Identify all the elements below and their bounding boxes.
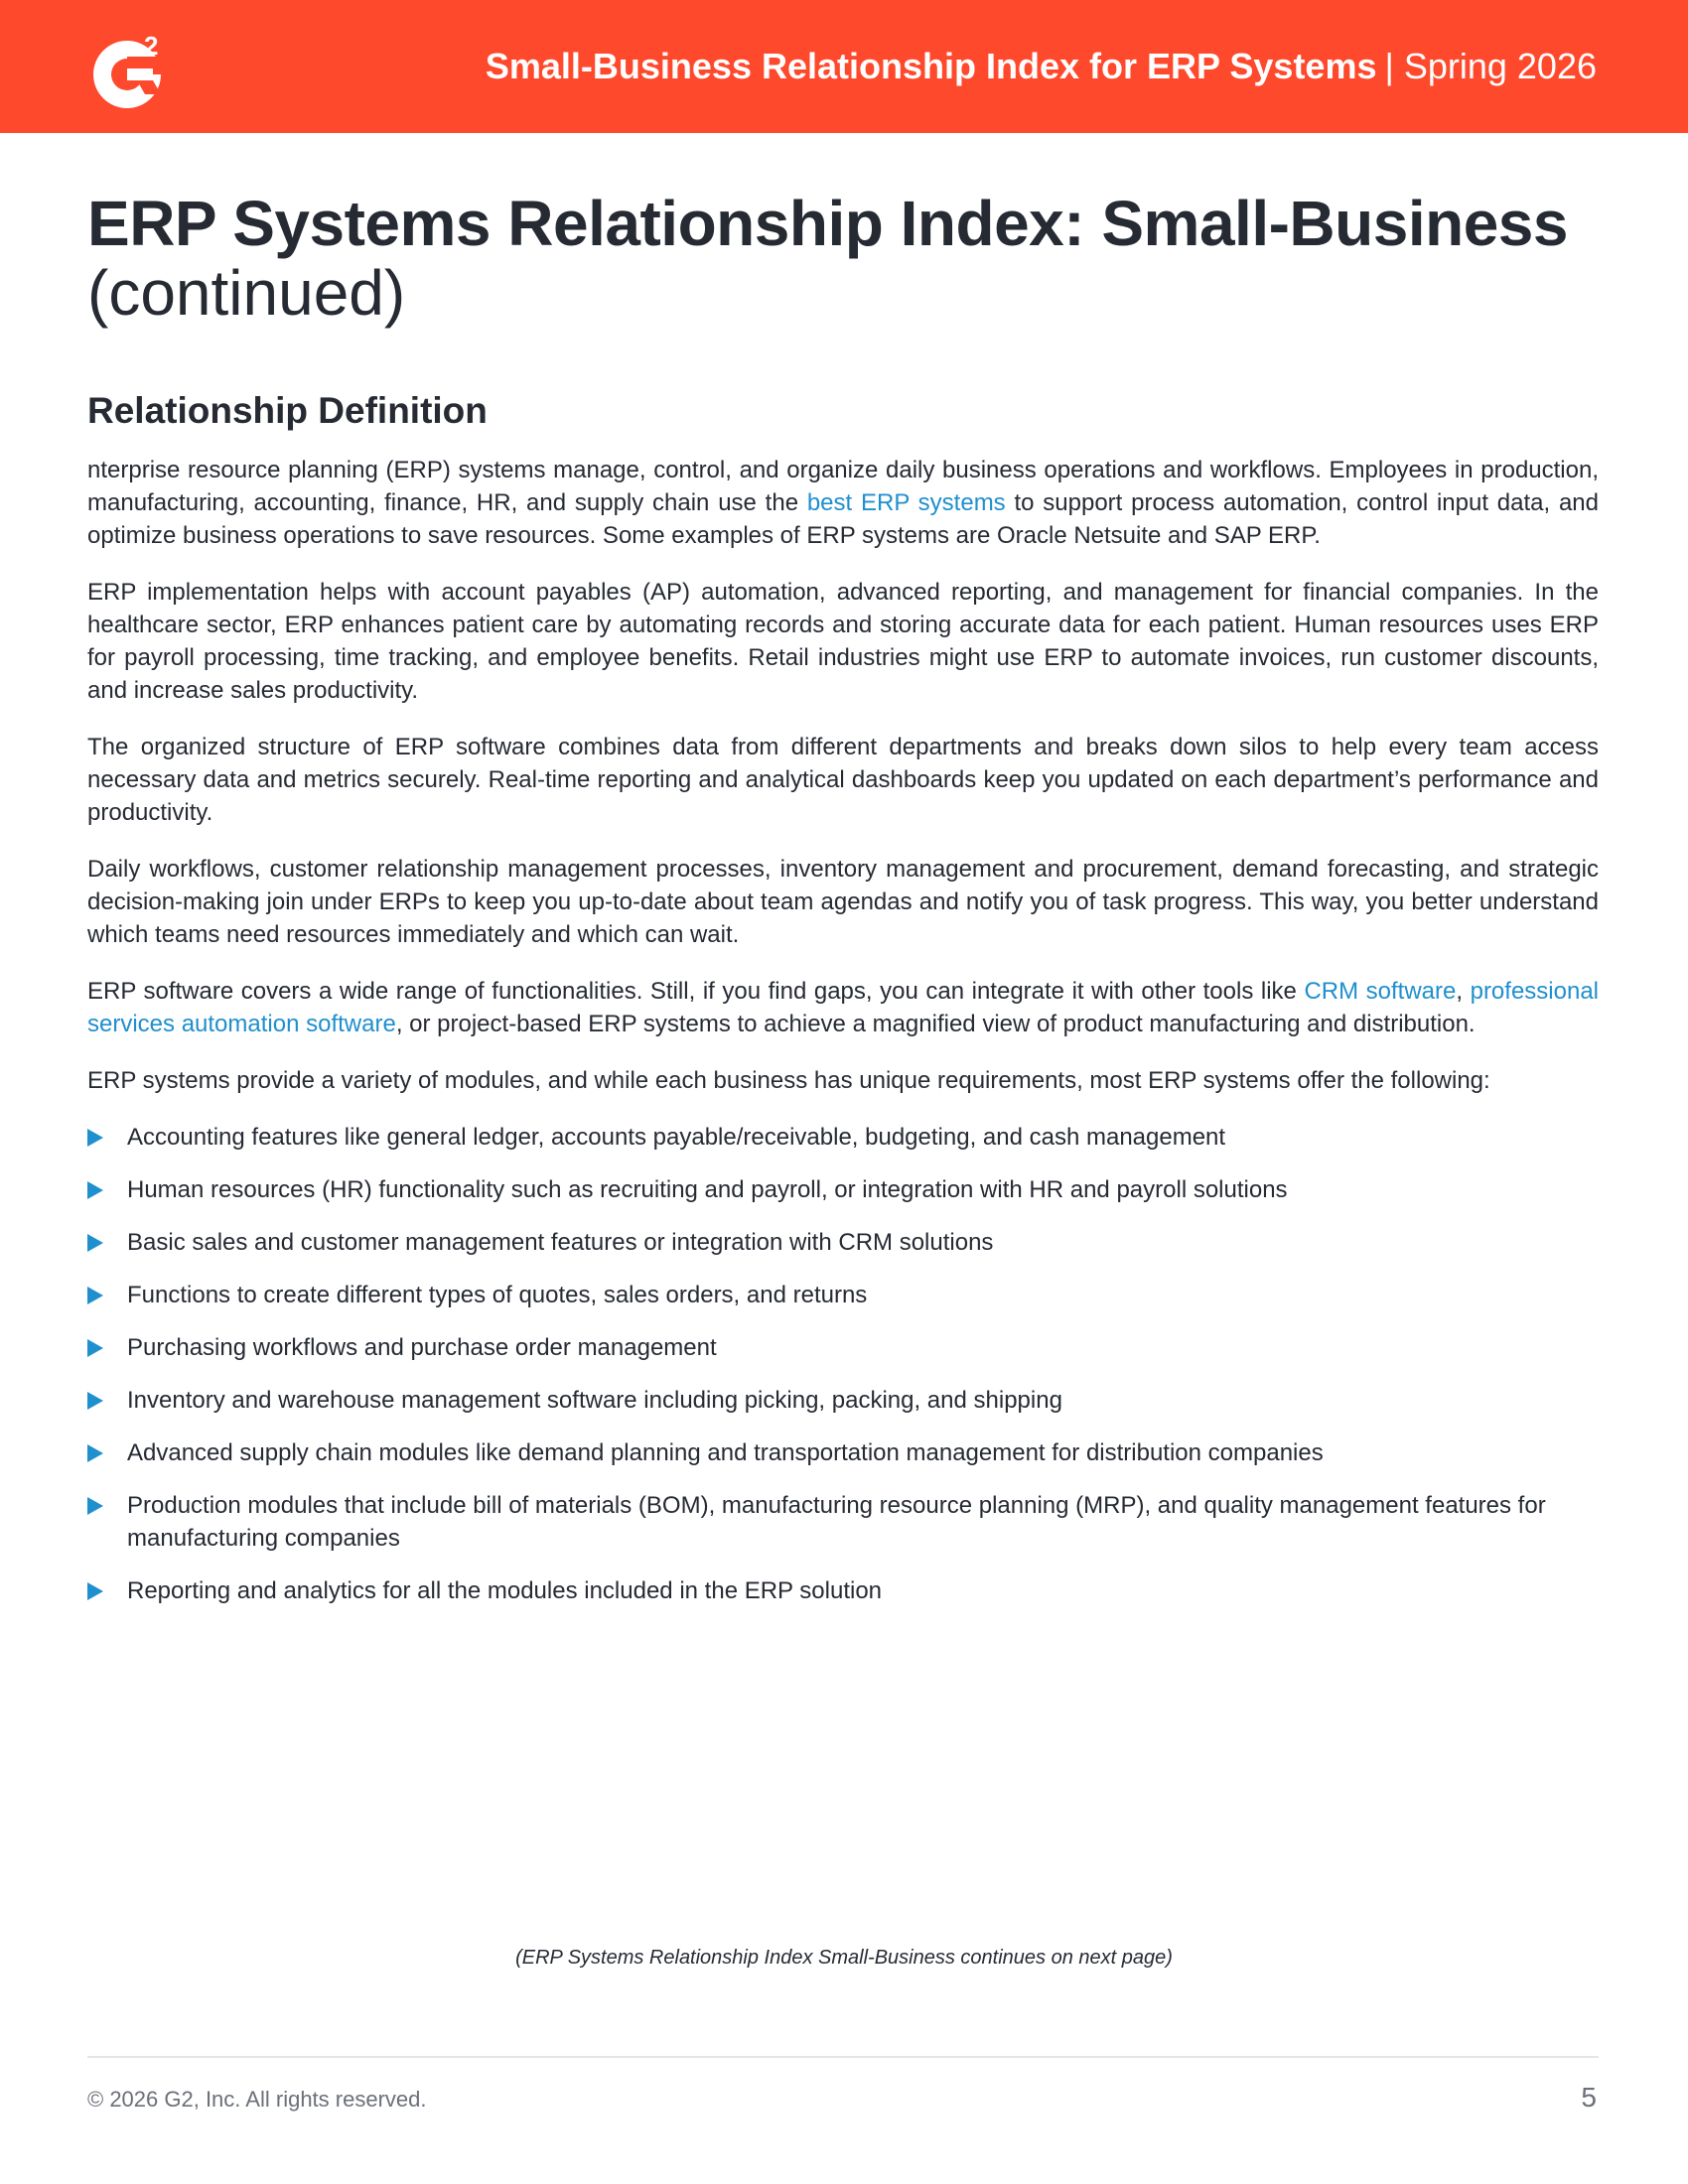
paragraph-1-text-a: nterprise resource planning (ERP) systems manage, control, and organize daily business operations and workflows. Employees in production, manufacturing, accounting, finance, HR, and supply chain use the	[87, 457, 1599, 516]
list-item-text: Human resources (HR) functionality such as recruiting and payroll, or integration with HR and payroll solutions	[127, 1176, 1288, 1203]
triangle-right-icon	[87, 1392, 103, 1410]
psa-software-link[interactable]: professional services automation software	[87, 978, 1600, 1037]
continues-note: (ERP Systems Relationship Index Small-Business continues on next page)	[515, 1947, 1173, 1969]
svg-text:2: 2	[144, 31, 159, 61]
triangle-right-icon	[87, 1287, 103, 1304]
best-erp-systems-link[interactable]: best ERP systems	[806, 489, 1006, 516]
list-item	[87, 1331, 1599, 1364]
paragraph-2: ERP implementation helps with account payables (AP) automation, advanced reporting, and management for financial companies. In the healthcare sector, ERP enhances patient care by automating records and storing accurate data for each patient. Human resources uses ERP for payroll processing, time tracking, and employee benefits. Retail industries might use ERP to automate invoices, run customer discounts, and increase sales productivity.	[87, 579, 1599, 704]
copyright-text: © 2026 G2, Inc. All rights reserved.	[87, 2087, 427, 2112]
paragraph-5-text-b: ,	[1456, 978, 1471, 1005]
list-item	[87, 1279, 1599, 1311]
title-separator: |	[1384, 46, 1394, 86]
paragraph-5-text-a: ERP software covers a wide range of functionalities. Still, if you find gaps, you can integrate it with other tools like	[87, 978, 1305, 1005]
page-title	[87, 189, 1607, 328]
paragraph-5	[87, 975, 1599, 1040]
crm-software-link[interactable]: CRM software	[1304, 978, 1457, 1005]
list-item	[87, 1121, 1599, 1154]
triangle-right-icon	[87, 1181, 103, 1199]
page-title-main: ERP Systems Relationship Index: Small-Business	[87, 188, 1568, 259]
paragraph-3: The organized structure of ERP software combines data from different departments and breaks down silos to help every team access necessary data and metrics securely. Real-time reporting and analytical dashboards keep you updated on each department’s performance and productivity.	[87, 734, 1599, 826]
paragraph-1-text-b: to support process automation, control input data, and optimize business operations to save resources. Some examples of ERP systems are Oracle Netsuite and SAP ERP.	[87, 489, 1599, 549]
list-item-text: Basic sales and customer management features or integration with CRM solutions	[127, 1229, 994, 1256]
paragraph-1	[87, 454, 1599, 552]
list-item-text: Inventory and warehouse management software including picking, packing, and shipping	[127, 1387, 1062, 1414]
page-number: 5	[1581, 2082, 1597, 2113]
triangle-right-icon	[87, 1497, 103, 1515]
module-list	[87, 1121, 1599, 1607]
triangle-right-icon	[87, 1339, 103, 1357]
report-season: Spring 2026	[1403, 46, 1597, 86]
report-header	[0, 0, 1688, 133]
paragraph-6: ERP systems provide a variety of modules, and while each business has unique requirements, most ERP systems offer the following:	[87, 1067, 1490, 1094]
list-item	[87, 1173, 1599, 1206]
list-item-text: Production modules that include bill of materials (BOM), manufacturing resource planning (MRP), and quality management features for manufacturing companies	[127, 1492, 1546, 1552]
list-item-text: Functions to create different types of quotes, sales orders, and returns	[127, 1282, 868, 1308]
triangle-right-icon	[87, 1582, 103, 1600]
footer-divider	[87, 2056, 1599, 2058]
body-content	[87, 454, 1599, 1627]
list-item	[87, 1226, 1599, 1259]
section-heading: Relationship Definition	[87, 390, 488, 431]
list-item-text: Purchasing workflows and purchase order management	[127, 1334, 717, 1361]
report-title	[486, 43, 1597, 90]
triangle-right-icon	[87, 1444, 103, 1462]
list-item-text: Advanced supply chain modules like demand planning and transportation management for distribution companies	[127, 1439, 1324, 1466]
list-item-text: Accounting features like general ledger, accounts payable/receivable, budgeting, and cash management	[127, 1124, 1226, 1151]
list-item	[87, 1489, 1599, 1555]
list-item	[87, 1574, 1599, 1607]
page-title-suffix: (continued)	[87, 257, 406, 329]
list-item	[87, 1384, 1599, 1417]
g2-logo-icon	[87, 27, 173, 112]
list-item-text: Reporting and analytics for all the modules included in the ERP solution	[127, 1577, 883, 1604]
paragraph-4: Daily workflows, customer relationship management processes, inventory management and procurement, demand forecasting, and strategic decision-making join under ERPs to keep you up-to-date about team agendas and notify you of task progress. This way, you better understand which teams need resources immediately and which can wait.	[87, 856, 1599, 948]
report-title-text: Small-Business Relationship Index for ERP Systems	[485, 46, 1377, 86]
paragraph-5-text-c: , or project-based ERP systems to achieve a magnified view of product manufacturing and distribution.	[395, 1011, 1476, 1037]
list-item	[87, 1436, 1599, 1469]
triangle-right-icon	[87, 1234, 103, 1252]
triangle-right-icon	[87, 1129, 103, 1147]
